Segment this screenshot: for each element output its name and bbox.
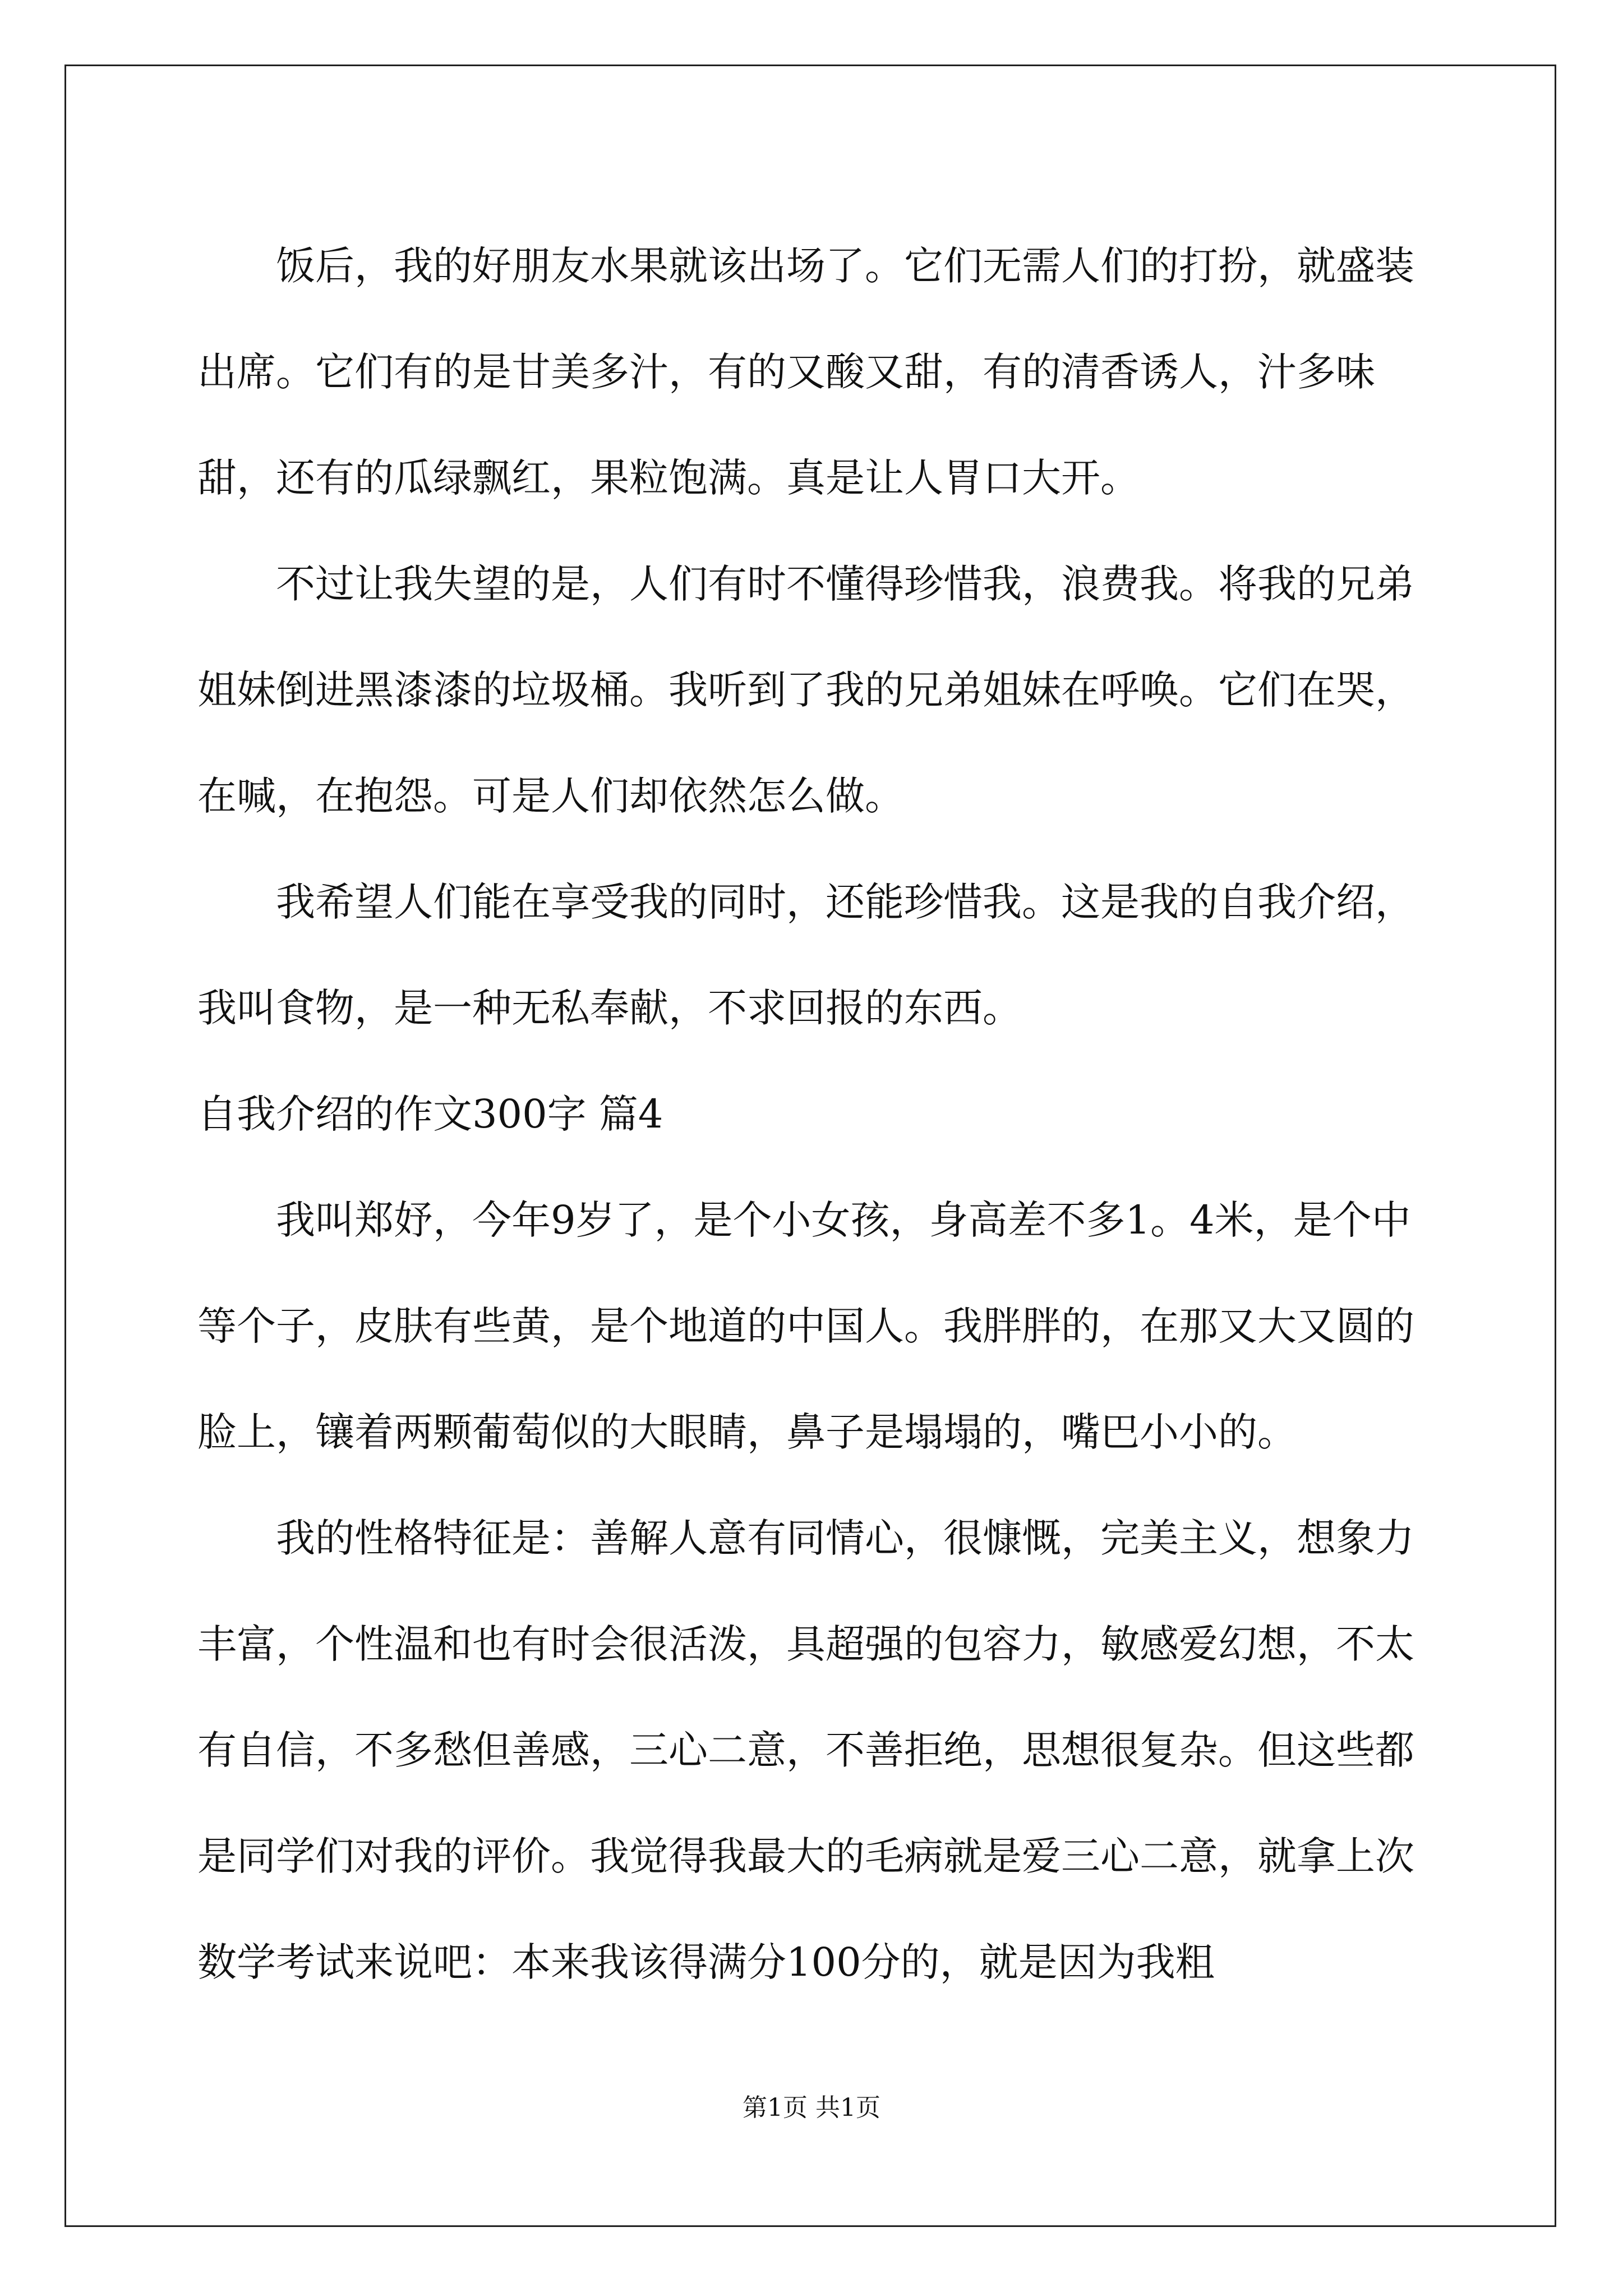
paragraph: 不过让我失望的是，人们有时不懂得珍惜我，浪费我。将我的兄弟姐妹倒进黑漆漆的垃圾桶。我听到了我的兄弟姐妹在呼唤。它们在哭，在喊，在抱怨。可是人们却依然怎么做。 xyxy=(197,561,1414,819)
paragraph: 饭后，我的好朋友水果就该出场了。它们无需人们的打扮，就盛装出席。它们有的是甘美多汁，有的又酸又甜，有的清香诱人，汁多味甜，还有的瓜绿飘红，果粒饱满。真是让人胃口大开。 xyxy=(197,243,1414,501)
document-body xyxy=(197,213,1428,2016)
section-heading: 自我介绍的作文300字 篇4 xyxy=(197,1091,663,1137)
paragraph: 我叫郑妤，今年9岁了，是个小女孩，身高差不多1。4米，是个中等个子，皮肤有些黄，是个地道的中国人。我胖胖的，在那又大又圆的脸上，镶着两颗葡萄似的大眼睛，鼻子是塌塌的，嘴巴小小的。 xyxy=(197,1197,1414,1455)
paragraph: 我希望人们能在享受我的同时，还能珍惜我。这是我的自我介绍，我叫食物，是一种无私奉献，不求回报的东西。 xyxy=(197,879,1414,1031)
paragraph: 我的性格特征是：善解人意有同情心，很慷慨，完美主义，想象力丰富，个性温和也有时会很活泼，具超强的包容力，敏感爱幻想，不太有自信，不多愁但善感，三心二意，不善拒绝，思想很复杂。但这些都是同学们对我的评价。我觉得我最大的毛病就是爱三心二意，就拿上次数学考试来说吧：本来我该得满分100分的，就是因为我粗 xyxy=(197,1515,1414,1985)
page-number-footer: 第1页 共1页 xyxy=(743,2093,880,2122)
